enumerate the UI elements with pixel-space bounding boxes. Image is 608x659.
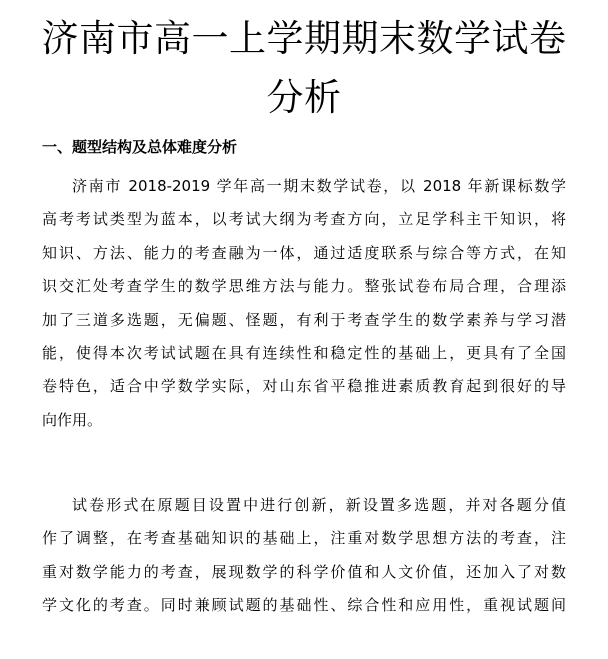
paragraph-line: 向作用。: [42, 410, 103, 429]
document-title-line-1: 济南市高一上学期期末数学试卷: [41, 17, 567, 60]
paragraph-line: 知识、方法、能力的考查融为一体，通过适度联系与综合等方式，在知: [42, 243, 566, 262]
paragraph-1: [42, 170, 566, 437]
section-heading: 一、题型结构及总体难度分析: [42, 138, 238, 156]
paragraph-2: [42, 489, 566, 623]
paragraph-line: 作了调整，在考查基础知识的基础上，注重对数学思想方法的考查，注: [42, 529, 566, 548]
paragraph-line: 学文化的考查。同时兼顾试题的基础性、综合性和应用性，重视试题间: [42, 596, 566, 615]
paragraph-line: 加了三道多选题，无偏题、怪题，有利于考查学生的数学素养与学习潜: [42, 310, 566, 329]
paragraph-line: 重对数学能力的考查，展现数学的科学价值和人文价值，还加入了对数: [42, 562, 566, 581]
paragraph-line: 济南市 2018-2019 学年高一期末数学试卷，以 2018 年新课标数学: [72, 177, 566, 195]
document-title-line-2: 分析: [266, 76, 342, 119]
paragraph-line: 能，使得本次考试试题在具有连续性和稳定性的基础上，更具有了全国: [42, 343, 566, 362]
paragraph-line: 试卷形式在原题目设置中进行创新，新设置多选题，并对各题分值: [72, 496, 566, 514]
paragraph-line: 识交汇处考查学生的数学思维方法与能力。整张试卷布局合理，合理添: [42, 277, 566, 296]
paragraph-line: 卷特色，适合中学数学实际，对山东省平稳推进素质教育起到很好的导: [42, 377, 566, 396]
paragraph-line: 高考考试类型为蓝本，以考试大纲为考查方向，立足学科主干知识，将: [42, 210, 566, 229]
